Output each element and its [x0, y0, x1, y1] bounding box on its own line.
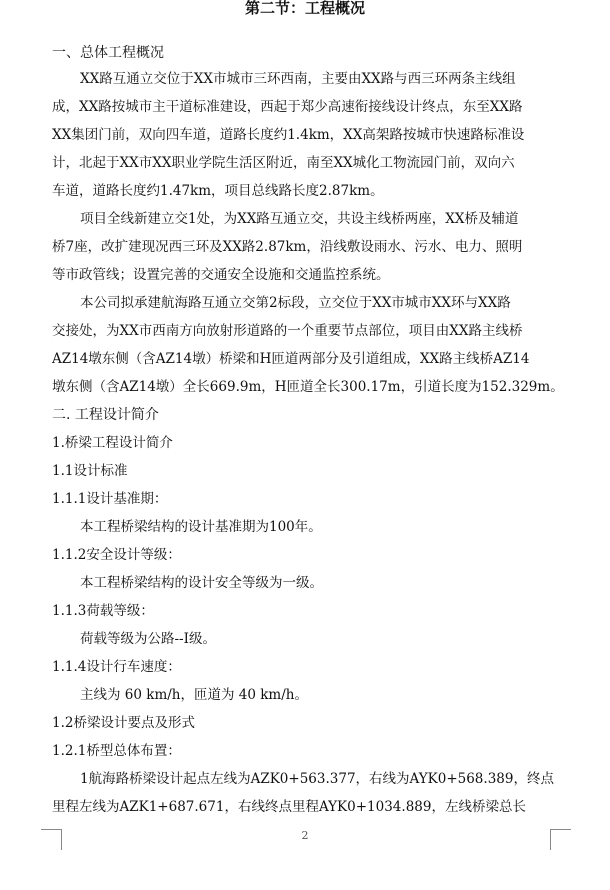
paragraph-line: 本工程桥梁结构的设计安全等级为一级。: [80, 575, 323, 591]
heading-design-period: 1.1.1设计基准期：: [52, 491, 168, 507]
paragraph-line: AZ14墩东侧（含AZ14墩）桥梁和H匝道两部分及引道组成，XX路主线桥AZ14: [52, 351, 530, 367]
paragraph-line: 交接处，为XX市西南方向放射形道路的一个重要节点部位，项目由XX路主线桥: [52, 323, 523, 339]
paragraph-line: 项目全线新建立交1处，为XX路互通立交，共设主线桥两座，XX桥及辅道: [80, 211, 519, 227]
paragraph-line: XX路互通立交位于XX市城市三环西南，主要由XX路与西三环两条主线组: [80, 71, 516, 87]
paragraph-line: XX集团门前，双向四车道，道路长度约1.4km，XX高架路按城市快速路标准设: [52, 127, 525, 143]
paragraph-line: 荷载等级为公路--Ⅰ级。: [80, 631, 216, 647]
paragraph-line: 车道，道路长度约1.47km，项目总线路长度2.87km。: [52, 183, 384, 199]
paragraph-line: 计，北起于XX市XX职业学院生活区附近，南至XX城化工物流园门前，双向六: [52, 155, 515, 171]
paragraph-line: 桥7座，改扩建现况西三环及XX路2.87km，沿线敷设雨水、污水、电力、照明: [52, 239, 523, 255]
page-number: 2: [301, 829, 309, 842]
heading-load-level: 1.1.3荷载等级：: [52, 603, 154, 619]
heading-design: 二. 工程设计简介: [52, 407, 159, 423]
heading-overview: 一、总体工程概况: [52, 45, 164, 61]
paragraph-line: 主线为 60 km/h，匝道为 40 km/h。: [80, 687, 308, 703]
heading-layout: 1.2.1桥型总体布置：: [52, 743, 181, 759]
paragraph-line: 等市政管线；设置完善的交通安全设施和交通监控系统。: [52, 267, 390, 283]
heading-safety-level: 1.1.2安全设计等级：: [52, 547, 181, 563]
paragraph-line: 里程左线为AZK1+687.671，右线终点里程AYK0+1034.889，左线桥梁总长: [52, 799, 526, 815]
paragraph-line: 墩东侧（含AZ14墩）全长669.9m，H匝道全长300.17m，引道长度为152.329m。: [52, 379, 564, 395]
paragraph-line: 成，XX路按城市主干道标准建设，西起于郑少高速衔接线设计终点，东至XX路: [52, 99, 523, 115]
paragraph-line: 1航海路桥梁设计起点左线为AZK0+563.377，右线为AYK0+568.389，终点: [80, 771, 554, 787]
heading-bridge-design: 1.桥梁工程设计简介: [52, 435, 173, 451]
heading-design-standard: 1.1设计标准: [52, 463, 128, 479]
paragraph-line: 本工程桥梁结构的设计基准期为100年。: [80, 519, 322, 535]
heading-design-points: 1.2桥梁设计要点及形式: [52, 715, 195, 731]
heading-speed: 1.1.4设计行车速度：: [52, 659, 181, 675]
section-title: 第二节：工程概况: [244, 0, 365, 17]
paragraph-line: 本公司拟承建航海路互通立交第2标段，立交位于XX市城市XX环与XX路: [80, 295, 511, 311]
